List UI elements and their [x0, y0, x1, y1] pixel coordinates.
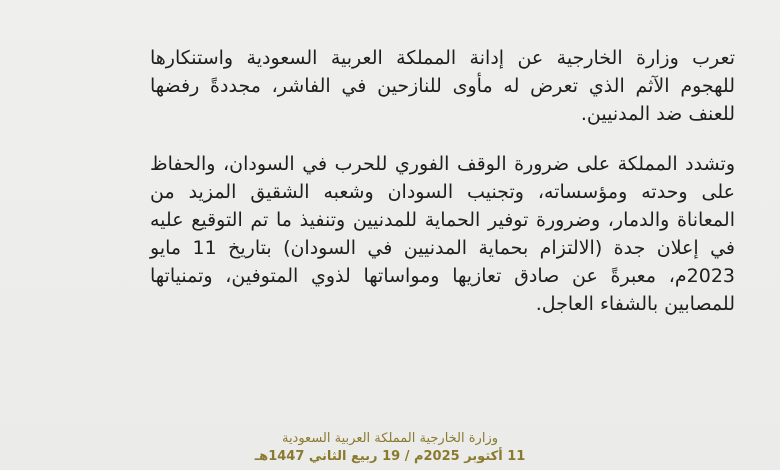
statement-paragraph-2: وتشدد المملكة على ضرورة الوقف الفوري للحرب في السودان، والحفاظ على وحدته ومؤسساته، وتجنيب السودان وشعبه الشقيق المزيد من المعاناة والدمار، وضرورة توفير الحماية للمدنيين وتنفيذ ما تم التوقيع عليه في إعلان جدة (الالتزام بحماية المدنيين في السودان) بتاريخ 11 مايو 2023م، معبرةً عن صادق تعازيها ومواساتها لذوي المتوفين، وتمنياتها للمصابين بالشفاء العاجل. — [150, 153, 736, 315]
statement-paragraph-1: تعرب وزارة الخارجية عن إدانة المملكة العربية السعودية واستنكارها للهجوم الآثم الذي تعرض له مأوى للنازحين في الفاشر، مجددةً رفضها للعنف ضد المدنيين. — [150, 47, 735, 125]
statement-footer — [230, 430, 550, 466]
statement-body — [150, 44, 735, 318]
issuer-name: وزارة الخارجية المملكة العربية السعودية — [281, 431, 499, 446]
issue-date: 11 أكتوبر 2025م / 19 ربيع الثاني 1447هـ — [254, 449, 526, 464]
